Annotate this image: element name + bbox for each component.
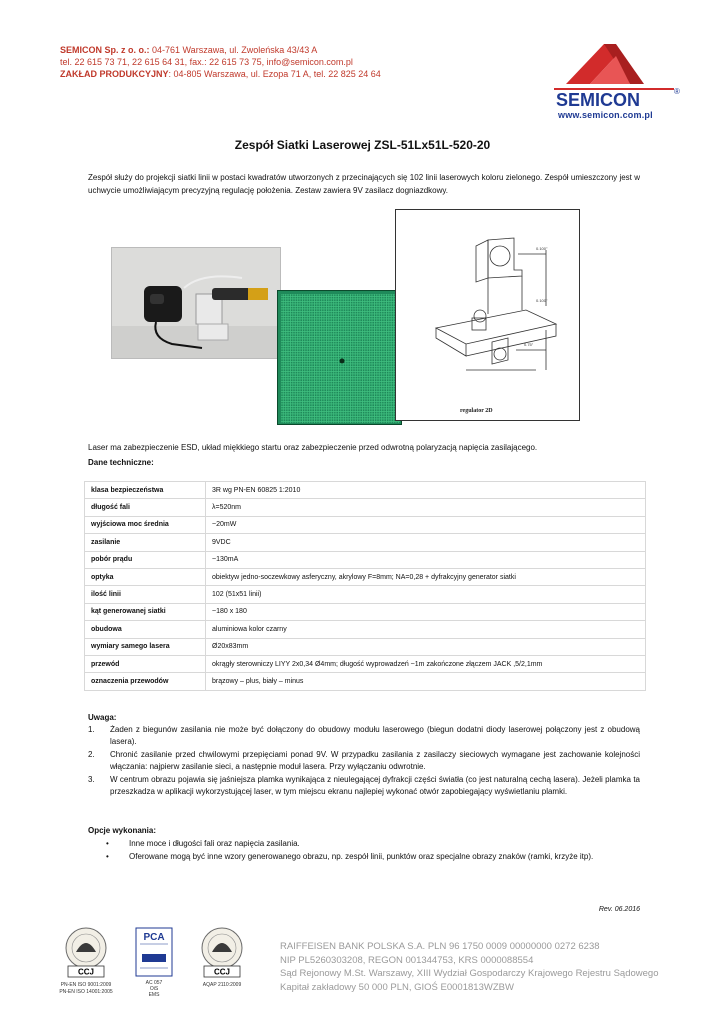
company-address-line <box>60 44 460 56</box>
spec-value: ~130mA <box>206 551 646 568</box>
spec-key: długość fali <box>85 499 206 516</box>
spec-value: ~180 x 180 <box>206 603 646 620</box>
cert-caption: PN-EN ISO 9001:2009 <box>60 982 112 988</box>
logo-registered: ® <box>674 87 680 96</box>
list-item <box>88 724 640 748</box>
drawing-caption: regulator 2D <box>460 408 493 414</box>
dim-label-1: 0.100" <box>536 246 548 251</box>
technical-drawing <box>395 209 580 421</box>
mount-drawing-icon <box>396 210 581 422</box>
company-header <box>60 44 460 80</box>
footer-bank: RAIFFEISEN BANK POLSKA S.A. PLN 96 1750 0009 00000000 0272 6238 <box>280 941 600 952</box>
cert-caption: AC 057 <box>145 980 163 986</box>
table-row <box>85 603 646 620</box>
spec-key: kąt generowanej siatki <box>85 603 206 620</box>
spec-key: oznaczenia przewodów <box>85 673 206 690</box>
note-text: Żaden z biegunów zasilania nie może być dołączony do obudowy modułu laserowego (biegun dodatni diody laserowej połączony jest z obudową lasera). <box>110 725 640 746</box>
spec-key: obudowa <box>85 621 206 638</box>
note-text: W centrum obrazu pojawia się jaśniejsza plamka wynikająca z nieulegającej dyfrakcji części światła (co jest naturalną cechą lasera). Jeżeli plamka ta przeszkadza w aplikacji wykorzystującej laser, w tym miejscu ekranu najlepiej wykonać otwór zapobiegający wyświetlaniu plamki. <box>110 775 640 796</box>
certificate-pca <box>126 926 182 998</box>
table-row <box>85 516 646 533</box>
laser-module-photo-icon <box>112 248 281 359</box>
spec-key: przewód <box>85 655 206 672</box>
cert-caption: OiS <box>149 986 159 992</box>
spec-value: ~20mW <box>206 516 646 533</box>
cert-badge: CCJ <box>77 967 95 977</box>
certificate-seal-icon <box>58 926 114 978</box>
note-number: 2. <box>88 750 95 759</box>
note-number: 3. <box>88 775 95 784</box>
table-row <box>85 586 646 603</box>
table-row <box>85 621 646 638</box>
spec-key: optyka <box>85 568 206 585</box>
esd-note: Laser ma zabezpieczenie ESD, układ miękkiego startu oraz zabezpieczenie przed odwrotną polaryzacją napięcia zasilającego. <box>88 443 538 452</box>
website: www.semicon.com.pl <box>558 110 653 120</box>
page-title: Zespół Siatki Laserowej ZSL-51Lx51L-520-20 <box>234 138 491 152</box>
option-text: Oferowane mogą być inne wzory generowanego obrazu, np. zespół linii, punktów oraz specjalne obrazy znaków (ramki, krzyże itp). <box>129 852 594 861</box>
spec-value: okrągły sterowniczy LIYY 2x0,34 Ø4mm; długość wyprowadzeń ~1m zakończone złączem JACK ,5/2,1mm <box>206 655 646 672</box>
spec-value: brązowy – plus, biały – minus <box>206 673 646 690</box>
laser-grid-image <box>277 290 402 425</box>
spec-value: 9VDC <box>206 534 646 551</box>
cert-caption: PN-EN ISO 14001:2005 <box>59 989 113 995</box>
production-address: : 04-805 Warszawa, ul. Ezopa 71 A, tel. 22 825 24 64 <box>168 69 381 79</box>
note-number: 1. <box>88 725 95 734</box>
logo-text: SEMICON <box>556 90 641 110</box>
production-line <box>60 68 460 80</box>
spec-value: 3R wg PN-EN 60825 1:2010 <box>206 482 646 499</box>
footer-court: Sąd Rejonowy M.St. Warszawy, XIII Wydział Gospodarczy Krajowego Rejestru Sądowego <box>280 968 659 979</box>
footer-ids: NIP PL5260303208, REGON 001344753, KRS 0000088554 <box>280 954 534 966</box>
dim-label-2: 0.100" <box>536 298 548 303</box>
cert-badge: CCJ <box>213 967 231 977</box>
table-row <box>85 551 646 568</box>
spec-key: wymiary samego lasera <box>85 638 206 655</box>
production-label: ZAKŁAD PRODUKCYJNY <box>60 69 169 79</box>
specs-table <box>84 481 646 691</box>
cert-caption: AQAP 2110:2009 <box>202 982 242 988</box>
table-row <box>85 655 646 672</box>
bullet-icon: • <box>106 839 109 848</box>
company-contact: tel. 22 615 73 71, 22 615 64 31, fax.: 22 615 73 75, info@semicon.com.pl <box>60 57 353 67</box>
list-item <box>88 774 640 798</box>
notes-list <box>88 724 640 799</box>
logo-mark-icon <box>546 34 686 110</box>
spec-key: klasa bezpieczeństwa <box>85 482 206 499</box>
dim-label-3: 0.75" <box>524 342 534 347</box>
list-item <box>88 838 640 850</box>
table-row <box>85 673 646 690</box>
grid-pattern-icon <box>278 291 402 425</box>
table-row <box>85 638 646 655</box>
note-text: Chronić zasilanie przed chwilowymi przepięciami ponad 9V. W przypadku zasilania z zasilaczy sieciowych wymagane jest zachowanie kolejności włączania: najpierw zasilanie sieci, a następnie moduł lasera. Przy wyłączaniu odwrotnie. <box>110 750 640 771</box>
list-item <box>88 851 640 863</box>
revision: Rev. 06.2016 <box>598 906 640 913</box>
table-row <box>85 482 646 499</box>
spec-value: 102 (51x51 linii) <box>206 586 646 603</box>
options-list <box>88 838 640 864</box>
table-row <box>85 568 646 585</box>
tech-heading: Dane techniczne: <box>88 458 154 467</box>
spec-key: ilość linii <box>85 586 206 603</box>
company-name: SEMICON Sp. z o. o.: <box>60 45 150 55</box>
cert-badge: PCA <box>143 932 165 943</box>
spec-value: Ø20x83mm <box>206 638 646 655</box>
spec-key: wyjściowa moc średnia <box>85 516 206 533</box>
option-text: Inne moce i długości fali oraz napięcia zasilania. <box>129 839 300 848</box>
footer-capital: Kapitał zakładowy 50 000 PLN, GIOŚ E0001813WZBW <box>280 981 514 993</box>
certificate-ccj-aqap <box>194 926 250 998</box>
company-address: 04-761 Warszawa, ul. Zwoleńska 43/43 A <box>149 45 318 55</box>
bullet-icon: • <box>106 852 109 861</box>
table-row <box>85 534 646 551</box>
certificate-ccj-iso <box>58 926 114 998</box>
intro-paragraph: Zespół służy do projekcji siatki linii w postaci kwadratów utworzonych z przecinających się 102 linii laserowych koloru zielonego. Zespół umieszczony jest w uchwycie umożliwiającym precyzyjną regulację położenia. Zestaw zawiera 9V zasilacz dogniazdkowy. <box>88 173 640 195</box>
certificate-seal-icon <box>194 926 250 978</box>
spec-key: pobór prądu <box>85 551 206 568</box>
list-item <box>88 749 640 773</box>
table-row <box>85 499 646 516</box>
product-photo <box>111 247 281 359</box>
semicon-logo <box>546 34 686 120</box>
spec-value: obiektyw jedno-soczewkowy asferyczny, akrylowy F=8mm; NA=0,28 + dyfrakcyjny generator siatki <box>206 568 646 585</box>
spec-value: λ=520nm <box>206 499 646 516</box>
options-heading: Opcje wykonania: <box>88 826 157 835</box>
spec-key: zasilanie <box>85 534 206 551</box>
cert-caption: EMS <box>148 992 160 998</box>
notes-heading: Uwaga: <box>88 713 117 722</box>
pca-accreditation-icon <box>126 926 182 978</box>
spec-value: aluminiowa kolor czarny <box>206 621 646 638</box>
footer-company-info <box>280 940 690 994</box>
